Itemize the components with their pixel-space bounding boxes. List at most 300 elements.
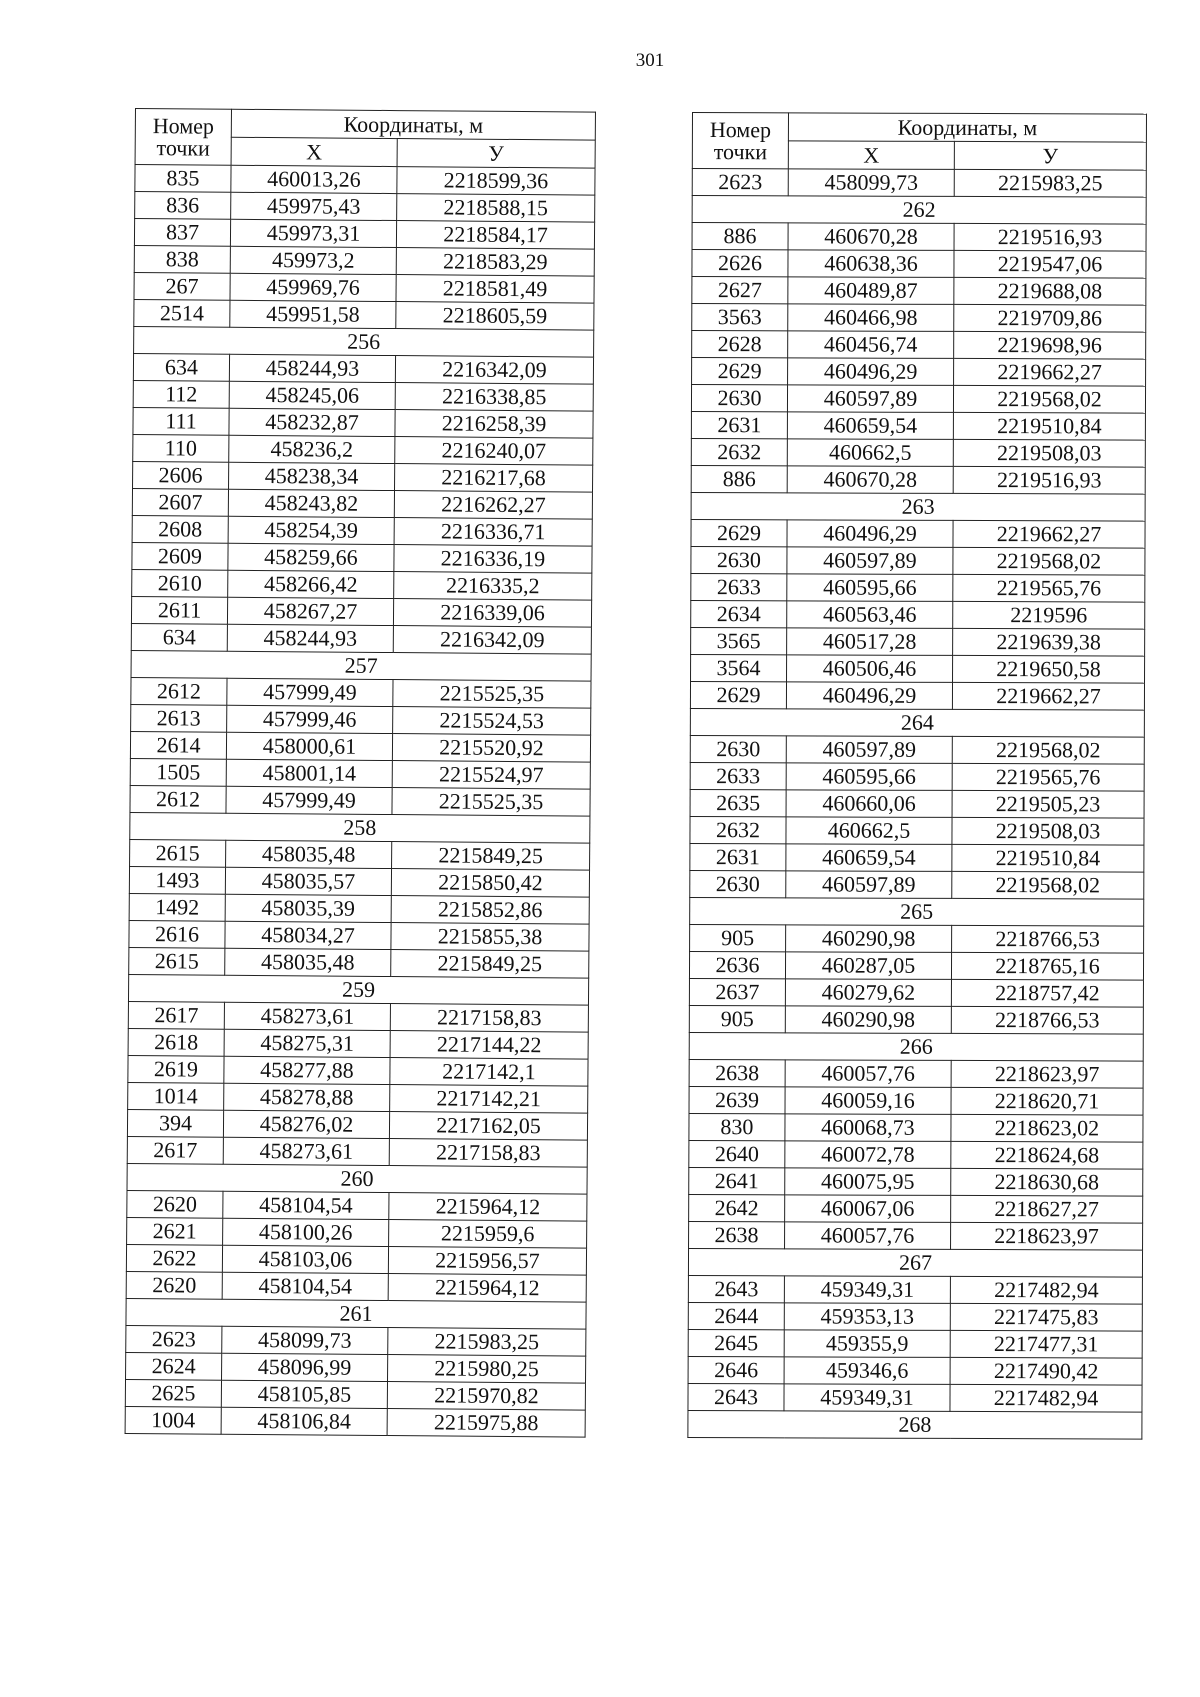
point-number-cell: 2633 bbox=[690, 762, 786, 789]
x-coordinate-cell: 459355,9 bbox=[784, 1330, 950, 1358]
group-number: 256 bbox=[134, 326, 594, 357]
point-number-cell: 2632 bbox=[691, 438, 787, 465]
point-number-cell: 2622 bbox=[126, 1244, 222, 1272]
group-number: 257 bbox=[131, 650, 591, 681]
point-number-cell: 1492 bbox=[129, 893, 225, 921]
y-coordinate-cell: 2217142,21 bbox=[390, 1085, 588, 1114]
point-number-cell: 2643 bbox=[688, 1275, 784, 1302]
table-row bbox=[688, 1329, 1142, 1358]
y-coordinate-cell: 2219505,23 bbox=[952, 790, 1144, 818]
point-number-cell: 2621 bbox=[127, 1217, 223, 1245]
y-coordinate-cell: 2217158,83 bbox=[390, 1004, 588, 1033]
point-number-header bbox=[135, 109, 231, 166]
table-row bbox=[132, 542, 592, 573]
x-coordinate-cell: 460506,46 bbox=[787, 655, 953, 683]
x-coordinate-cell: 458105,85 bbox=[221, 1380, 387, 1408]
x-coordinate-cell: 459973,31 bbox=[230, 219, 396, 247]
table-row bbox=[688, 1383, 1142, 1412]
table-row bbox=[691, 519, 1145, 548]
x-coordinate-cell: 460466,98 bbox=[788, 304, 954, 332]
point-header-line1: Номер bbox=[152, 112, 215, 139]
point-number-cell: 2634 bbox=[691, 600, 787, 627]
point-number-cell: 2630 bbox=[691, 385, 787, 412]
x-coordinate-cell: 460670,28 bbox=[788, 223, 954, 251]
y-header: У bbox=[954, 141, 1146, 170]
point-number-cell: 2625 bbox=[125, 1379, 221, 1407]
table-row bbox=[129, 920, 589, 951]
y-coordinate-cell: 2218583,29 bbox=[396, 248, 594, 277]
y-coordinate-cell: 2217162,05 bbox=[389, 1112, 587, 1141]
x-coordinate-cell: 458106,84 bbox=[221, 1407, 387, 1435]
x-coordinate-cell: 458245,06 bbox=[229, 381, 395, 409]
x-coordinate-cell: 460068,73 bbox=[785, 1114, 951, 1142]
group-row bbox=[128, 974, 588, 1005]
table-row bbox=[133, 380, 593, 411]
table-row bbox=[689, 1113, 1143, 1142]
point-number-cell: 2637 bbox=[689, 978, 785, 1005]
point-number-cell: 3565 bbox=[691, 627, 787, 654]
x-coordinate-cell: 458275,31 bbox=[224, 1029, 390, 1057]
x-coordinate-cell: 460059,16 bbox=[785, 1087, 951, 1115]
x-coordinate-cell: 458244,93 bbox=[227, 624, 393, 652]
x-coordinate-cell: 460659,54 bbox=[786, 844, 952, 872]
x-coordinate-cell: 459951,58 bbox=[230, 300, 396, 328]
point-number-cell: 112 bbox=[133, 380, 229, 408]
table-row bbox=[133, 353, 593, 384]
point-number-cell: 2629 bbox=[690, 681, 786, 708]
table-row bbox=[134, 272, 594, 303]
y-coordinate-cell: 2219698,96 bbox=[954, 331, 1146, 359]
x-coordinate-cell: 459346,6 bbox=[784, 1357, 950, 1385]
table-row bbox=[691, 654, 1145, 683]
x-coordinate-cell: 458276,02 bbox=[223, 1110, 389, 1138]
x-coordinate-cell: 458034,27 bbox=[225, 921, 391, 949]
y-coordinate-cell: 2219662,27 bbox=[952, 682, 1144, 710]
point-number-cell: 1505 bbox=[130, 758, 226, 786]
point-number-cell: 1004 bbox=[125, 1406, 221, 1434]
point-number-cell: 2607 bbox=[132, 488, 228, 516]
table-row bbox=[125, 1406, 585, 1437]
point-number-cell: 634 bbox=[133, 353, 229, 381]
y-coordinate-cell: 2219688,08 bbox=[954, 277, 1146, 305]
table-row bbox=[127, 1136, 587, 1167]
table-row bbox=[132, 569, 592, 600]
coordinates-table-left bbox=[125, 108, 596, 1438]
point-number-cell: 830 bbox=[689, 1113, 785, 1140]
table-row bbox=[125, 1379, 585, 1410]
point-number-cell: 2641 bbox=[689, 1167, 785, 1194]
table-row bbox=[689, 951, 1143, 980]
point-number-cell: 2612 bbox=[130, 785, 226, 813]
point-number-cell: 2639 bbox=[689, 1086, 785, 1113]
table-row bbox=[689, 1140, 1143, 1169]
table-row bbox=[691, 546, 1145, 575]
table-row bbox=[131, 596, 591, 627]
y-coordinate-cell: 2216335,2 bbox=[394, 572, 592, 601]
table-row bbox=[130, 839, 590, 870]
point-number-cell: 2638 bbox=[689, 1059, 785, 1086]
point-number-cell: 1493 bbox=[129, 866, 225, 894]
y-coordinate-cell: 2218624,68 bbox=[951, 1141, 1143, 1169]
x-coordinate-cell: 460597,89 bbox=[786, 736, 952, 764]
table-row bbox=[131, 677, 591, 708]
y-coordinate-cell: 2216262,27 bbox=[394, 491, 592, 520]
point-number-cell: 2628 bbox=[692, 331, 788, 358]
table-row bbox=[129, 893, 589, 924]
x-coordinate-cell: 458000,61 bbox=[226, 732, 392, 760]
x-coordinate-cell: 460496,29 bbox=[788, 358, 954, 386]
table-row bbox=[133, 434, 593, 465]
x-coordinate-cell: 460057,76 bbox=[785, 1060, 951, 1088]
point-number-cell: 267 bbox=[134, 272, 230, 300]
point-number-cell: 2610 bbox=[132, 569, 228, 597]
x-coordinate-cell: 458236,2 bbox=[229, 435, 395, 463]
y-coordinate-cell: 2219709,86 bbox=[954, 304, 1146, 332]
y-coordinate-cell: 2219565,76 bbox=[953, 574, 1145, 602]
y-coordinate-cell: 2218605,59 bbox=[396, 302, 594, 331]
group-number: 262 bbox=[692, 196, 1146, 225]
x-coordinate-cell: 460670,28 bbox=[787, 466, 953, 494]
point-number-cell: 2643 bbox=[688, 1383, 784, 1410]
y-coordinate-cell: 2217477,31 bbox=[950, 1330, 1142, 1358]
point-number-cell: 2612 bbox=[131, 677, 227, 705]
point-number-cell: 2646 bbox=[688, 1356, 784, 1383]
x-coordinate-cell: 460075,95 bbox=[785, 1168, 951, 1196]
y-coordinate-cell: 2215964,12 bbox=[389, 1193, 587, 1222]
point-number-cell: 2629 bbox=[691, 519, 787, 546]
y-coordinate-cell: 2215524,53 bbox=[393, 707, 591, 736]
y-coordinate-cell: 2216342,09 bbox=[395, 356, 593, 385]
table-row bbox=[134, 219, 594, 250]
table-row bbox=[688, 1356, 1142, 1385]
x-coordinate-cell: 460279,62 bbox=[785, 979, 951, 1007]
group-row bbox=[690, 708, 1144, 737]
y-coordinate-cell: 2217142,1 bbox=[390, 1058, 588, 1087]
y-coordinate-cell: 2219662,27 bbox=[953, 520, 1145, 548]
table-row bbox=[132, 515, 592, 546]
x-coordinate-cell: 458278,88 bbox=[224, 1083, 390, 1111]
point-number-cell: 905 bbox=[690, 924, 786, 951]
group-row bbox=[688, 1410, 1142, 1439]
x-coordinate-cell: 458244,93 bbox=[229, 354, 395, 382]
header-row-top bbox=[692, 113, 1146, 143]
table-row bbox=[690, 735, 1144, 764]
y-coordinate-cell: 2218599,36 bbox=[397, 167, 595, 196]
x-coordinate-cell: 459973,2 bbox=[230, 246, 396, 274]
group-row bbox=[131, 650, 591, 681]
group-number: 263 bbox=[691, 492, 1145, 521]
group-row bbox=[134, 326, 594, 357]
y-coordinate-cell: 2217144,22 bbox=[390, 1031, 588, 1060]
group-row bbox=[690, 897, 1144, 926]
point-number-cell: 2613 bbox=[131, 704, 227, 732]
table-row bbox=[691, 385, 1145, 414]
point-number-cell: 838 bbox=[134, 245, 230, 273]
table-row bbox=[128, 1082, 588, 1113]
x-coordinate-cell: 460563,46 bbox=[787, 601, 953, 629]
point-number-cell: 2636 bbox=[689, 951, 785, 978]
y-coordinate-cell: 2219568,02 bbox=[952, 736, 1144, 764]
x-coordinate-cell: 460290,98 bbox=[786, 925, 952, 953]
point-number-cell: 3563 bbox=[692, 304, 788, 331]
point-number-cell: 2614 bbox=[130, 731, 226, 759]
y-coordinate-cell: 2219565,76 bbox=[952, 763, 1144, 791]
point-number-cell: 2620 bbox=[127, 1190, 223, 1218]
table-row bbox=[688, 1275, 1142, 1304]
table-row bbox=[691, 573, 1145, 602]
point-number-cell: 2630 bbox=[691, 546, 787, 573]
group-number: 265 bbox=[690, 897, 1144, 926]
table-row bbox=[134, 299, 594, 330]
y-coordinate-cell: 2216240,07 bbox=[395, 437, 593, 466]
table-row bbox=[689, 1167, 1143, 1196]
y-coordinate-cell: 2215852,86 bbox=[391, 896, 589, 925]
table-row bbox=[128, 1055, 588, 1086]
table-row bbox=[135, 192, 595, 223]
group-row bbox=[688, 1248, 1142, 1277]
y-coordinate-cell: 2215983,25 bbox=[388, 1328, 586, 1357]
y-coordinate-cell: 2216336,71 bbox=[394, 518, 592, 547]
y-coordinate-cell: 2219662,27 bbox=[954, 358, 1146, 386]
y-coordinate-cell: 2218766,53 bbox=[952, 925, 1144, 953]
x-coordinate-cell: 458001,14 bbox=[226, 759, 392, 787]
x-coordinate-cell: 460595,66 bbox=[787, 574, 953, 602]
point-header-line2: точки bbox=[156, 134, 210, 161]
point-number-cell: 2615 bbox=[129, 947, 225, 975]
point-header-line2: точки bbox=[713, 138, 768, 164]
point-number-cell: 2608 bbox=[132, 515, 228, 543]
y-coordinate-cell: 2217482,94 bbox=[950, 1276, 1142, 1304]
table-row bbox=[689, 1005, 1143, 1034]
x-coordinate-cell: 458243,82 bbox=[228, 489, 394, 517]
table-row bbox=[692, 304, 1146, 333]
point-number-cell: 2615 bbox=[130, 839, 226, 867]
x-coordinate-cell: 460496,29 bbox=[786, 682, 952, 710]
point-number-cell: 2630 bbox=[690, 870, 786, 897]
x-coordinate-cell: 458035,48 bbox=[226, 840, 392, 868]
y-coordinate-cell: 2218765,16 bbox=[951, 952, 1143, 980]
point-number-cell: 835 bbox=[135, 165, 231, 193]
y-coordinate-cell: 2218757,42 bbox=[951, 979, 1143, 1007]
right-table-body bbox=[688, 169, 1146, 1440]
y-coordinate-cell: 2218584,17 bbox=[396, 221, 594, 250]
table-row bbox=[690, 789, 1144, 818]
point-number-cell: 886 bbox=[692, 223, 788, 250]
table-row bbox=[127, 1109, 587, 1140]
point-number-cell: 111 bbox=[133, 407, 229, 435]
x-coordinate-cell: 460597,89 bbox=[787, 547, 953, 575]
x-coordinate-cell: 460496,29 bbox=[787, 520, 953, 548]
x-coordinate-cell: 458232,87 bbox=[229, 408, 395, 436]
x-coordinate-cell: 460597,89 bbox=[787, 385, 953, 413]
x-coordinate-cell: 460013,26 bbox=[231, 165, 397, 193]
table-row bbox=[691, 600, 1145, 629]
x-coordinate-cell: 458273,61 bbox=[223, 1137, 389, 1165]
group-number: 268 bbox=[688, 1410, 1142, 1439]
table-row bbox=[133, 461, 593, 492]
table-row bbox=[129, 866, 589, 897]
point-number-cell: 3564 bbox=[691, 654, 787, 681]
group-row bbox=[691, 492, 1145, 521]
y-coordinate-cell: 2215956,57 bbox=[388, 1247, 586, 1276]
x-coordinate-cell: 460597,89 bbox=[786, 871, 952, 899]
point-number-cell: 2629 bbox=[692, 358, 788, 385]
table-row bbox=[691, 465, 1145, 494]
x-coordinate-cell: 458273,61 bbox=[224, 1002, 390, 1030]
coordinates-header: Координаты, м bbox=[788, 113, 1146, 142]
table-row bbox=[690, 870, 1144, 899]
x-coordinate-cell: 459969,76 bbox=[230, 273, 396, 301]
point-number-cell: 2619 bbox=[128, 1055, 224, 1083]
table-row bbox=[126, 1352, 586, 1383]
y-coordinate-cell: 2219508,03 bbox=[953, 439, 1145, 467]
y-coordinate-cell: 2219596 bbox=[953, 601, 1145, 629]
table-row bbox=[692, 277, 1146, 306]
y-coordinate-cell: 2215524,97 bbox=[392, 761, 590, 790]
x-coordinate-cell: 460595,66 bbox=[786, 763, 952, 791]
point-number-cell: 2611 bbox=[131, 596, 227, 624]
y-coordinate-cell: 2219508,03 bbox=[952, 817, 1144, 845]
group-number: 259 bbox=[128, 974, 588, 1005]
table-row bbox=[690, 924, 1144, 953]
x-coordinate-cell: 458035,57 bbox=[225, 867, 391, 895]
table-row bbox=[133, 407, 593, 438]
x-coordinate-cell: 460290,98 bbox=[785, 1006, 951, 1034]
x-coordinate-cell: 457999,46 bbox=[227, 705, 393, 733]
y-coordinate-cell: 2218766,53 bbox=[951, 1006, 1143, 1034]
x-coordinate-cell: 458035,39 bbox=[225, 894, 391, 922]
table-row bbox=[691, 627, 1145, 656]
table-row bbox=[130, 731, 590, 762]
x-coordinate-cell: 459353,13 bbox=[784, 1303, 950, 1331]
group-number: 267 bbox=[688, 1248, 1142, 1277]
point-number-cell: 905 bbox=[689, 1005, 785, 1032]
table-row bbox=[126, 1244, 586, 1275]
table-row bbox=[688, 1302, 1142, 1331]
point-number-cell: 2626 bbox=[692, 250, 788, 277]
x-coordinate-cell: 458266,42 bbox=[228, 570, 394, 598]
table-row bbox=[128, 1001, 588, 1032]
group-number: 260 bbox=[127, 1163, 587, 1194]
group-row bbox=[126, 1298, 586, 1329]
table-row bbox=[691, 411, 1145, 440]
x-coordinate-cell: 460662,5 bbox=[786, 817, 952, 845]
x-coordinate-cell: 459349,31 bbox=[784, 1276, 950, 1304]
x-coordinate-cell: 460662,5 bbox=[787, 439, 953, 467]
left-table-body bbox=[125, 165, 595, 1438]
table-row bbox=[692, 223, 1146, 252]
point-number-cell: 634 bbox=[131, 623, 227, 651]
x-coordinate-cell: 460489,87 bbox=[788, 277, 954, 305]
y-coordinate-cell: 2215855,38 bbox=[391, 923, 589, 952]
table-row bbox=[131, 704, 591, 735]
table-row bbox=[130, 785, 590, 816]
x-coordinate-cell: 460517,28 bbox=[787, 628, 953, 656]
x-coordinate-cell: 458259,66 bbox=[228, 543, 394, 571]
table-row bbox=[129, 947, 589, 978]
point-number-cell: 2617 bbox=[127, 1136, 223, 1164]
point-number-cell: 2618 bbox=[128, 1028, 224, 1056]
y-coordinate-cell: 2218623,97 bbox=[951, 1060, 1143, 1088]
table-row bbox=[689, 1194, 1143, 1223]
table-row bbox=[690, 681, 1144, 710]
group-row bbox=[692, 196, 1146, 225]
x-coordinate-cell: 460456,74 bbox=[788, 331, 954, 359]
y-coordinate-cell: 2219510,84 bbox=[952, 844, 1144, 872]
y-coordinate-cell: 2215964,12 bbox=[388, 1274, 586, 1303]
point-number-cell: 2644 bbox=[688, 1302, 784, 1329]
header-row-top bbox=[135, 109, 595, 141]
point-number-cell: 2620 bbox=[126, 1271, 222, 1299]
table-row bbox=[134, 245, 594, 276]
y-coordinate-cell: 2216336,19 bbox=[394, 545, 592, 574]
table-row bbox=[691, 438, 1145, 467]
point-number-cell: 110 bbox=[133, 434, 229, 462]
point-number-cell: 394 bbox=[127, 1109, 223, 1137]
x-coordinate-cell: 460659,54 bbox=[787, 412, 953, 440]
y-coordinate-cell: 2219568,02 bbox=[953, 547, 1145, 575]
table-row bbox=[689, 978, 1143, 1007]
table-row bbox=[127, 1190, 587, 1221]
point-number-cell: 2642 bbox=[689, 1194, 785, 1221]
y-coordinate-cell: 2219568,02 bbox=[952, 871, 1144, 899]
point-number-cell: 2514 bbox=[134, 299, 230, 327]
y-coordinate-cell: 2219568,02 bbox=[953, 385, 1145, 413]
y-coordinate-cell: 2219516,93 bbox=[954, 223, 1146, 251]
x-coordinate-cell: 460072,78 bbox=[785, 1141, 951, 1169]
y-coordinate-cell: 2217482,94 bbox=[950, 1384, 1142, 1412]
table-row bbox=[131, 623, 591, 654]
y-coordinate-cell: 2215850,42 bbox=[391, 869, 589, 898]
coordinates-header: Координаты, м bbox=[231, 109, 595, 140]
y-coordinate-cell: 2215525,35 bbox=[392, 788, 590, 817]
point-number-cell: 836 bbox=[135, 192, 231, 220]
x-coordinate-cell: 458267,27 bbox=[227, 597, 393, 625]
y-coordinate-cell: 2215959,6 bbox=[389, 1220, 587, 1249]
x-coordinate-cell: 458096,99 bbox=[222, 1353, 388, 1381]
page-number: 301 bbox=[635, 50, 665, 71]
table-row bbox=[126, 1271, 586, 1302]
point-number-cell: 2633 bbox=[691, 573, 787, 600]
table-row bbox=[692, 250, 1146, 279]
x-header: X bbox=[231, 137, 397, 166]
group-number: 264 bbox=[690, 708, 1144, 737]
y-coordinate-cell: 2217490,42 bbox=[950, 1357, 1142, 1385]
y-coordinate-cell: 2216342,09 bbox=[393, 626, 591, 655]
y-coordinate-cell: 2215849,25 bbox=[392, 842, 590, 871]
table-row bbox=[692, 331, 1146, 360]
y-coordinate-cell: 2218588,15 bbox=[397, 194, 595, 223]
y-coordinate-cell: 2215983,25 bbox=[954, 169, 1146, 197]
y-coordinate-cell: 2218630,68 bbox=[951, 1168, 1143, 1196]
x-coordinate-cell: 458035,48 bbox=[225, 948, 391, 976]
point-header-line1: Номер bbox=[709, 116, 772, 142]
x-coordinate-cell: 458104,54 bbox=[222, 1272, 388, 1300]
y-coordinate-cell: 2216217,68 bbox=[395, 464, 593, 493]
point-number-cell: 2632 bbox=[690, 816, 786, 843]
table-row bbox=[692, 169, 1146, 198]
table-row bbox=[130, 758, 590, 789]
y-coordinate-cell: 2218623,97 bbox=[951, 1222, 1143, 1250]
y-coordinate-cell: 2219547,06 bbox=[954, 250, 1146, 278]
point-number-cell: 2624 bbox=[126, 1352, 222, 1380]
x-header: X bbox=[788, 141, 954, 170]
group-number: 261 bbox=[126, 1298, 586, 1329]
point-number-cell: 2630 bbox=[690, 735, 786, 762]
group-number: 258 bbox=[130, 812, 590, 843]
y-coordinate-cell: 2216339,06 bbox=[393, 599, 591, 628]
y-coordinate-cell: 2216338,85 bbox=[395, 383, 593, 412]
